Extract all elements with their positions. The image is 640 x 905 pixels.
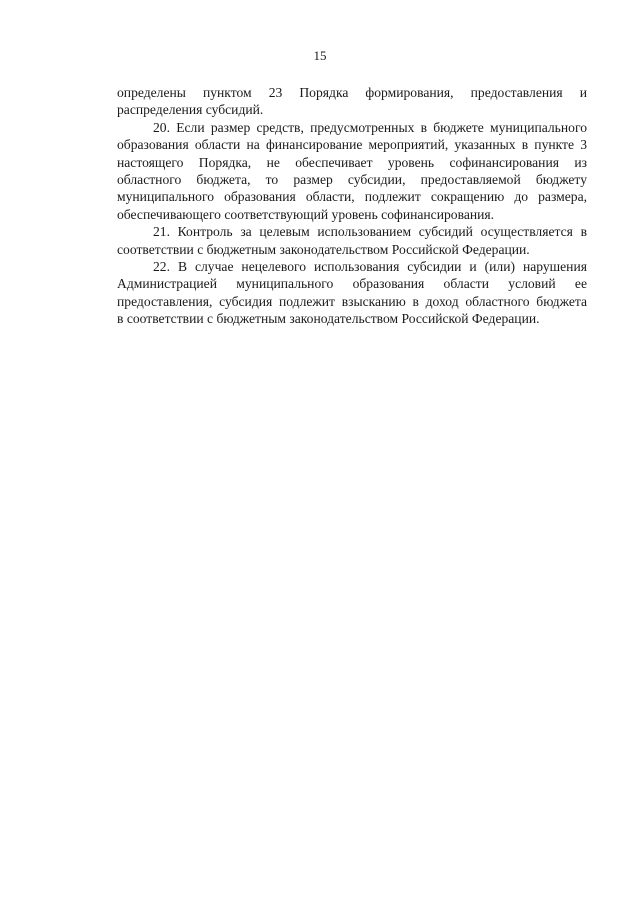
text-line: соответствии с бюджетным законодательством Российской Федерации. [117,241,530,257]
text-line: распределения субсидий. [117,102,264,118]
text-line: обеспечивающего соответствующий уровень софинансирования. [117,206,495,222]
text-line: настоящего Порядка, не обеспечивает уровень софинансирования из [117,154,587,170]
text-line: образования области на финансирование мероприятий, указанных в пункте 3 [117,137,587,153]
text-line: 21. Контроль за целевым использованием субсидий осуществляется в [153,224,587,240]
text-line: Администрацией муниципального образования области условий ее [117,276,587,292]
text-line: определены пунктом 23 Порядка формирования, предоставления и [117,85,587,100]
paragraph-20 [117,119,587,223]
text-line: областного бюджета, то размер субсидии, предоставляемой бюджету [117,172,587,188]
paragraph-continuation [117,84,587,119]
text-line: 22. В случае нецелевого использования субсидии и (или) нарушения [153,259,587,275]
document-body [117,84,587,328]
page-number: 15 [313,48,327,63]
paragraph-21 [117,223,587,258]
text-line: муниципального образования области, подлежит сокращению до размера, [117,189,587,205]
text-line: предоставления, субсидия подлежит взысканию в доход областного бюджета [117,293,587,309]
text-line: 20. Если размер средств, предусмотренных в бюджете муниципального [153,119,587,135]
text-line: в соответствии с бюджетным законодательством Российской Федерации. [117,311,540,327]
paragraph-22 [117,258,587,328]
